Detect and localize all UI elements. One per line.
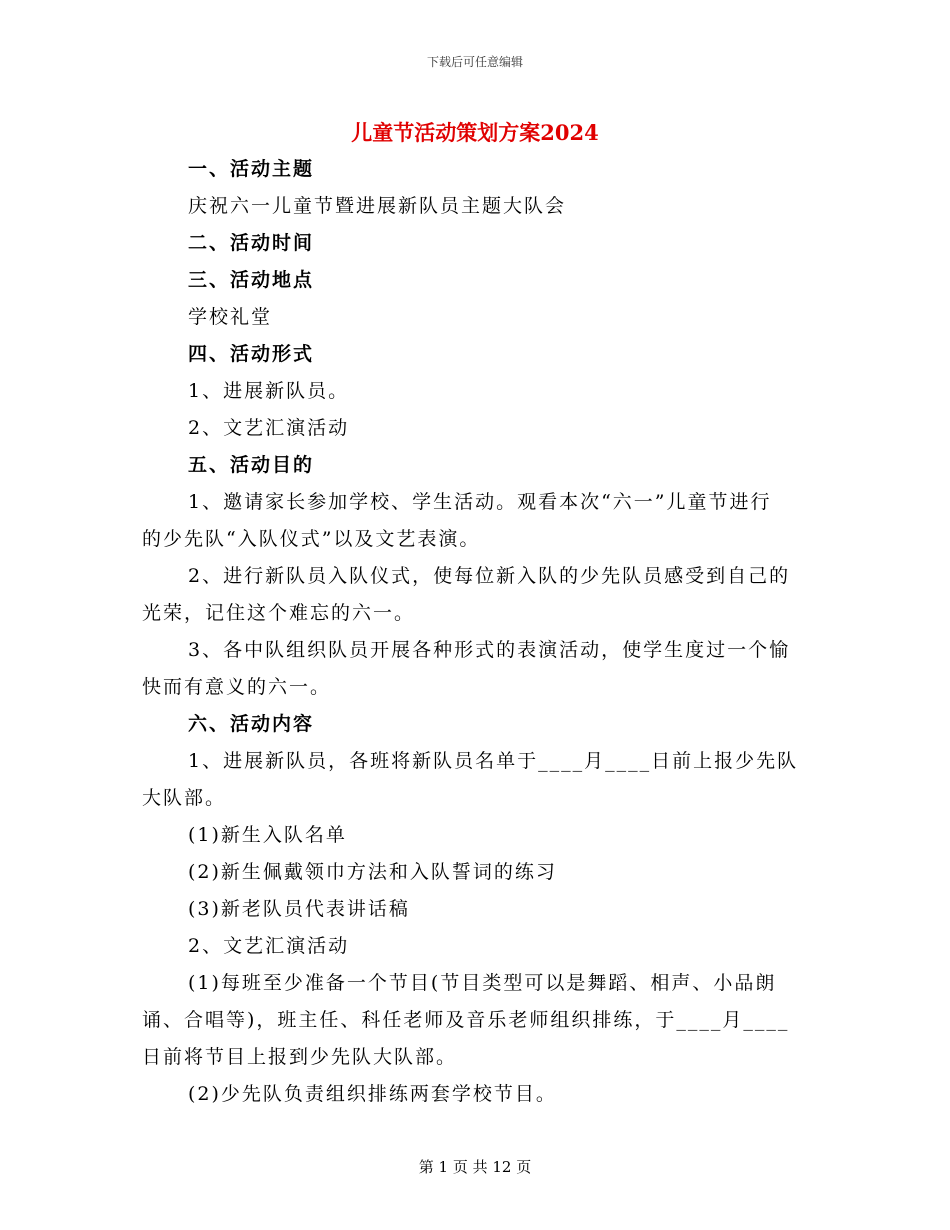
page-footer: 第 1 页 共 12 页	[418, 1158, 532, 1176]
list-item-content-2-1a: (1)每班至少准备一个节目(节目类型可以是舞蹈、相声、小品朗	[188, 972, 777, 994]
section-heading-content: 六、活动内容	[188, 713, 315, 735]
section-heading-location: 三、活动地点	[188, 269, 315, 291]
paragraph-purpose-1a: 1、邀请家长参加学校、学生活动。观看本次“六一”儿童节进行	[188, 491, 772, 513]
paragraph-purpose-3b: 快而有意义的六一。	[142, 676, 332, 698]
paragraph-purpose-3a: 3、各中队组织队员开展各种形式的表演活动，使学生度过一个愉	[188, 639, 791, 661]
list-item-content-2-2: (2)少先队负责组织排练两套学校节目。	[188, 1083, 557, 1105]
section-heading-time: 二、活动时间	[188, 232, 315, 254]
section-heading-theme: 一、活动主题	[188, 158, 315, 180]
list-item-content-2-1b: 诵、合唱等)，班主任、科任老师及音乐老师组织排练，于____月____	[142, 1009, 790, 1031]
paragraph-purpose-2a: 2、进行新队员入队仪式，使每位新入队的少先队员感受到自己的	[188, 565, 791, 587]
paragraph-content-2: 2、文艺汇演活动	[188, 935, 350, 957]
section-heading-form: 四、活动形式	[188, 343, 315, 365]
list-item-content-1-1: (1)新生入队名单	[188, 824, 347, 846]
paragraph-purpose-2b: 光荣，记住这个难忘的六一。	[142, 602, 416, 624]
paragraph-purpose-1b: 的少先队“入队仪式”以及文艺表演。	[142, 528, 481, 550]
paragraph-content-1a: 1、进展新队员，各班将新队员名单于____月____日前上报少先队	[188, 750, 799, 772]
header-note: 下载后可任意编辑	[426, 55, 523, 69]
section-heading-purpose: 五、活动目的	[188, 454, 315, 476]
paragraph-content-1b: 大队部。	[142, 787, 227, 809]
list-item-form-2: 2、文艺汇演活动	[188, 417, 350, 439]
document-title: 儿童节活动策划方案2024	[351, 120, 599, 145]
list-item-content-1-3: (3)新老队员代表讲话稿	[188, 898, 410, 920]
paragraph-location: 学校礼堂	[188, 306, 273, 328]
paragraph-theme: 庆祝六一儿童节暨进展新队员主题大队会	[188, 195, 567, 217]
list-item-content-1-2: (2)新生佩戴领巾方法和入队誓词的练习	[188, 861, 557, 883]
list-item-content-2-1c: 日前将节目上报到少先队大队部。	[142, 1046, 458, 1068]
list-item-form-1: 1、进展新队员。	[188, 380, 350, 402]
